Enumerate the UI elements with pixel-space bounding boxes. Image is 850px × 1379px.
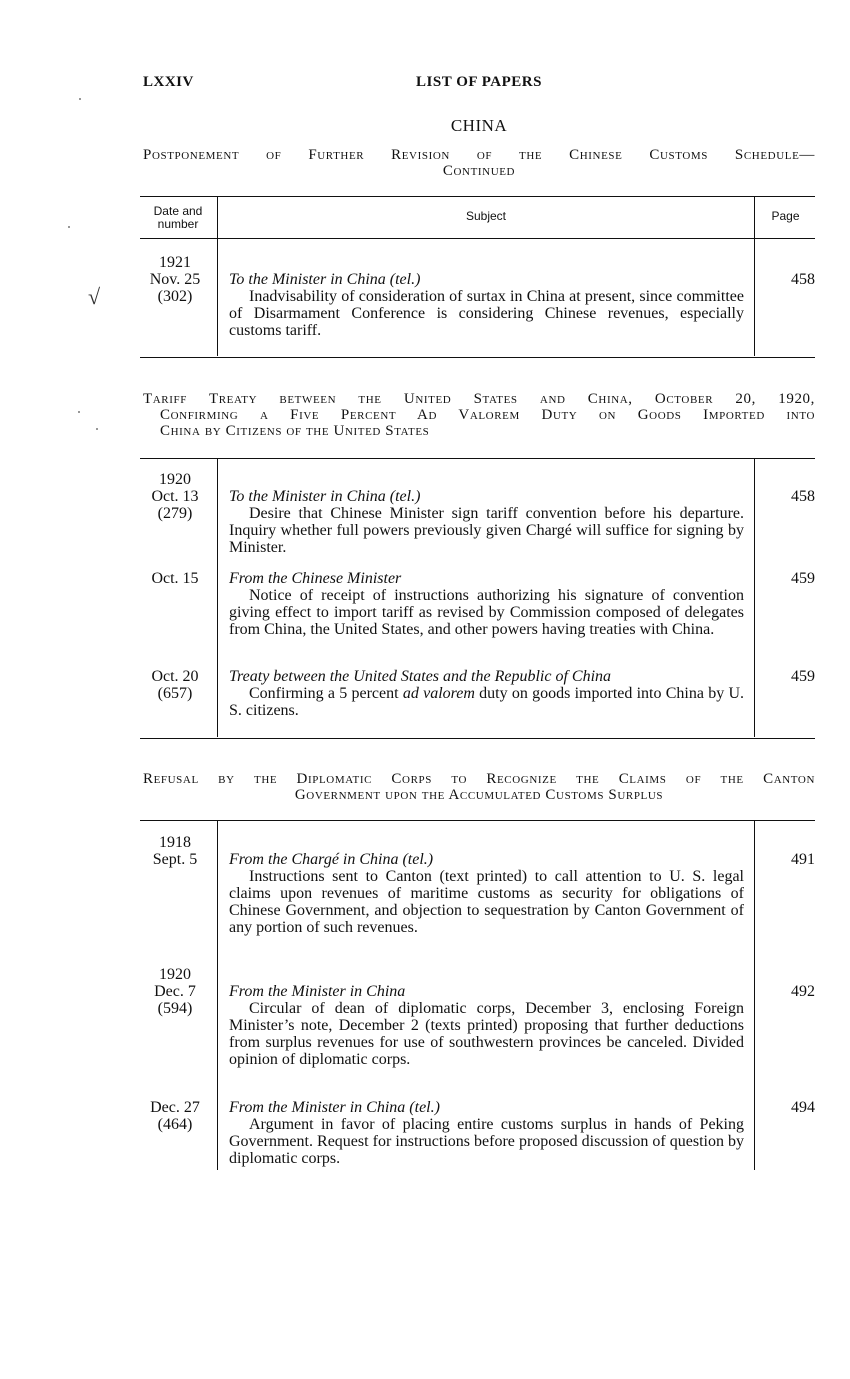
entry-subject [229,271,744,339]
entry-day: Oct. 15 [151,570,199,587]
table-3-top-rule [140,820,815,821]
dust-speck [78,411,80,413]
column-header-date-line-1: Date and [153,204,203,218]
table-1-header-rule [140,238,815,239]
dust-speck [79,98,81,100]
section-3-title-line-2: Government upon the Accumulated Customs Surplus [294,787,664,803]
dust-speck [96,428,98,430]
table-2-divider-left [217,459,218,737]
table-3-divider-right [754,821,755,1170]
entry-day: Dec. 27 [150,1099,200,1116]
entry-date [140,471,210,522]
entry-subject [229,570,744,638]
entry-body-italic: ad valorem [402,685,475,702]
entry-year: 1920 [159,471,191,488]
entry-heading: Treaty between the United States and the Republic of China [229,668,612,685]
section-2-title-line-2: Confirming a Five Percent Ad Valorem Duty on Goods Imported into [160,407,815,423]
entry-subject [229,668,744,719]
entry-day: Dec. 7 [154,983,196,1000]
table-2-bottom-rule [140,738,815,739]
table-1-bottom-rule [140,357,815,358]
entry-body: Notice of receipt of instructions authorizing his signature of convention giving effect to import tariff as revised by Commission composed of delegates from China, the United States, and other powers having treaties with China. [229,587,744,638]
entry-body: Argument in favor of placing entire customs surplus in hands of Peking Government. Request for instructions before proposed discussion of question by diplomatic corps. [229,1116,744,1167]
entry-year: 1920 [159,966,191,983]
section-2-title [143,391,815,439]
entry-body [229,685,744,719]
entry-day: Oct. 20 [151,668,199,685]
entry-number: (657) [157,685,193,702]
column-header-subject: Subject [465,209,507,223]
entry-page: 459 [791,570,815,587]
column-header-page: Page [771,209,800,223]
dust-speck [68,226,70,228]
entry-page: 458 [791,271,815,288]
entry-page: 458 [791,488,815,505]
entry-page: 492 [791,983,815,1000]
table-1-top-rule [140,196,815,197]
entry-day: Sept. 5 [152,851,198,868]
entry-page: 459 [791,668,815,685]
handwritten-check-mark: √ [88,284,101,309]
entry-year: 1921 [159,254,191,271]
section-1-title-line-2: Continued [442,163,516,179]
entry-year: 1918 [159,834,191,851]
entry-body: Circular of dean of diplomatic corps, December 3, enclosing Foreign Minister’s note, December 2 (texts printed) proposing that further deductions from surplus revenues for use of southwestern provinces be canceled. Divided opinion of diplomatic corps. [229,1000,744,1068]
entry-date [140,668,210,702]
entry-number: (302) [157,288,193,305]
entry-date [140,966,210,1017]
entry-page: 494 [791,1099,815,1116]
entry-subject [229,983,744,1068]
entry-body: Instructions sent to Canton (text printed) to call attention to U. S. legal claims upon revenues of maritime customs as security for obligations of Chinese Government, and objection to sequestration by Canton Government of any portion of such revenues. [229,868,744,936]
entry-number: (594) [157,1000,193,1017]
table-1-divider-left [217,197,218,356]
entry-body: Inadvisability of consideration of surtax in China at present, since committee of Disarmament Conference is considering Chinese revenues, especially customs tariff. [229,288,744,339]
entry-day: Oct. 13 [151,488,199,505]
section-3-title [143,771,815,803]
table-3-divider-left [217,821,218,1170]
entry-number: (464) [157,1116,193,1133]
entry-body-part-2: duty on goods imported into China by U. S. citizens. [229,685,745,719]
table-2-top-rule [140,458,815,459]
section-1-title [143,147,815,179]
entry-subject [229,488,744,556]
entry-heading: From the Minister in China (tel.) [229,1099,440,1116]
section-2-title-line-1: Tariff Treaty between the United States and China, October 20, 1920, [143,391,815,407]
entry-day: Nov. 25 [149,271,201,288]
column-header-date [140,205,216,231]
entry-number: (279) [157,505,193,522]
section-1-title-line-1: Postponement of Further Revision of the Chinese Customs Schedule— [143,147,815,163]
entry-date [140,834,210,868]
entry-body: Desire that Chinese Minister sign tariff convention before his departure. Inquiry whether full powers previously given Chargé will suffice for signing by Minister. [229,505,744,556]
entry-subject [229,1099,744,1167]
entry-heading: From the Minister in China [229,983,406,1000]
entry-page: 491 [791,851,815,868]
running-title: LIST OF PAPERS [416,74,542,90]
entry-heading: From the Chargé in China (tel.) [229,851,434,868]
section-3-title-line-1: Refusal by the Diplomatic Corps to Recognize the Claims of the Canton [143,771,815,787]
entry-subject [229,851,744,936]
country-heading: CHINA [450,116,508,135]
entry-heading: From the Chinese Minister [229,570,402,587]
entry-heading: To the Minister in China (tel.) [229,488,421,505]
entry-date [140,1099,210,1133]
section-2-title-line-3: China by Citizens of the United States [160,423,430,439]
entry-date [140,254,210,305]
page-number-roman: LXXIV [143,74,194,90]
entry-heading: To the Minister in China (tel.) [229,271,421,288]
page-header [143,74,815,96]
column-header-date-line-2: number [157,217,199,231]
entry-date [140,570,210,587]
entry-body-part-1: Confirming a 5 percent [249,685,403,702]
table-1-divider-right [754,197,755,356]
table-2-divider-right [754,459,755,737]
